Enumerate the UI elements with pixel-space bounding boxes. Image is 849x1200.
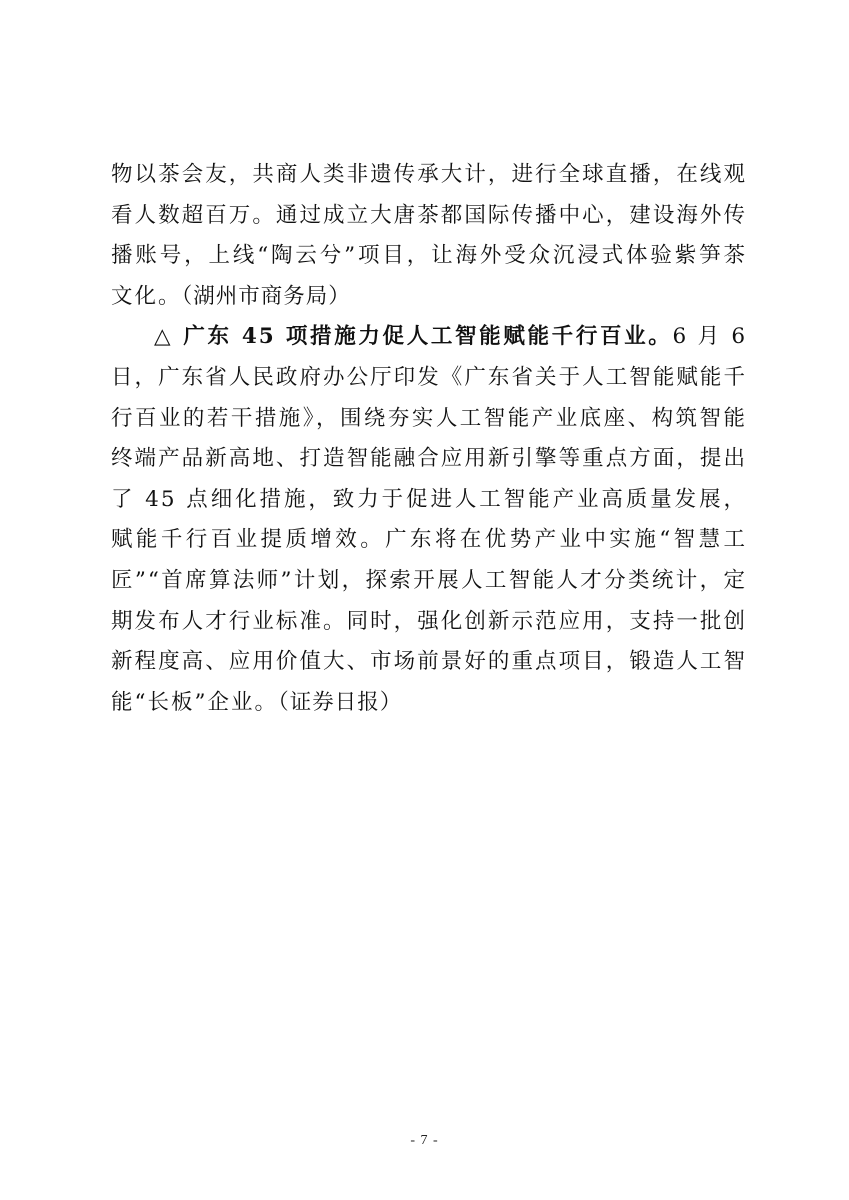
source-attribution: （证券日报）: [277, 689, 403, 715]
source-attribution: （湖州市商务局）: [181, 283, 351, 309]
paragraph-lead-heading: △ 广东 45 项措施力促人工智能赋能千行百业。: [154, 324, 673, 350]
paragraph-body: 6 月 6 日，广东省人民政府办公厅印发《广东省关于人工智能赋能千行百业的若干措施》，围绕夯实人工智能产业底座、构筑智能终端产品新高地、打造智能融合应用新引擎等重点方面，提出了 45 点细化措施，致力于促进人工智能产业高质量发展，赋能千行百业提质增效。广东将在优势产业中实施“智慧工匠”“首席算法师”计划，探索开展人工智能人才分类统计，定期发布人才行业标准。同时，强化创新示范应用，支持一批创新程度高、应用价值大、市场前景好的重点项目，锻造人工智能“长板”企业。: [111, 324, 747, 715]
body-text: [111, 155, 747, 723]
paragraph-huzhou-tea: [111, 155, 747, 317]
paragraph-guangdong-ai: [111, 317, 747, 723]
paragraph-body: 物以茶会友，共商人类非遗传承大计，进行全球直播，在线观看人数超百万。通过成立大唐茶都国际传播中心，建设海外传播账号，上线“陶云兮”项目，让海外受众沉浸式体验紫笋茶文化。: [111, 162, 747, 309]
page-number: - 7 -: [410, 1133, 439, 1148]
